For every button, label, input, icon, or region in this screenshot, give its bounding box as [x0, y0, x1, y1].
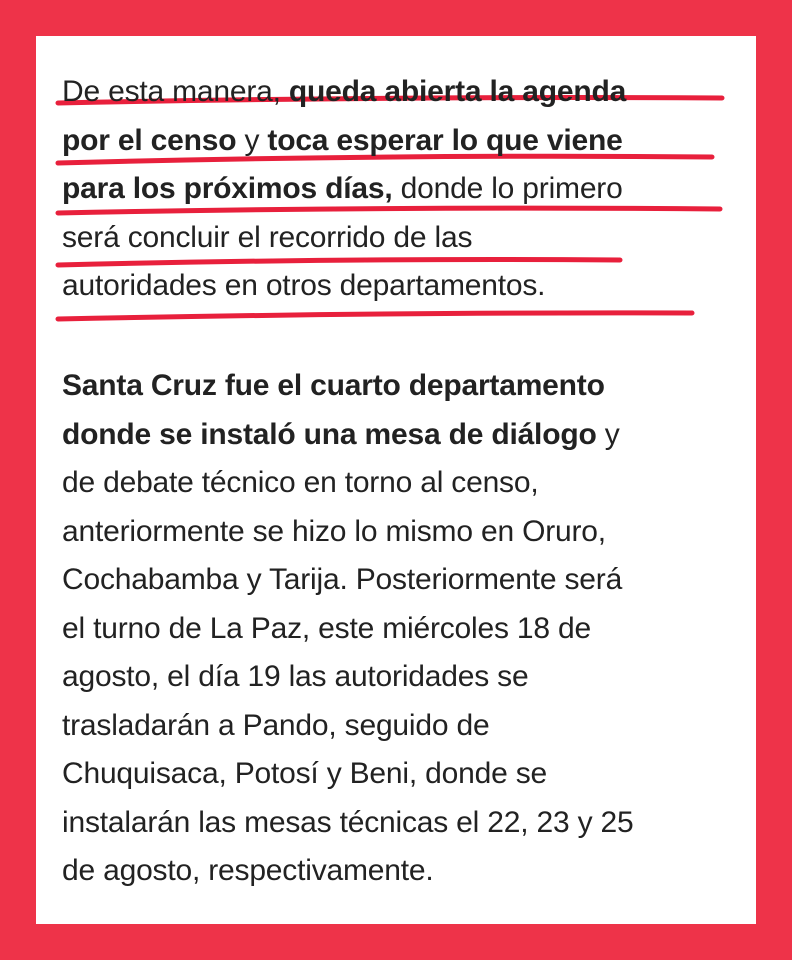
p1-line-5: autoridades en otros departamentos. [62, 269, 546, 302]
p2-line-7: agosto, el día 19 las autoridades se [62, 660, 529, 693]
p1-line-4: será concluir el recorrido de las [62, 220, 473, 254]
p2-line-9: Chuquisaca, Potosí y Beni, donde se [62, 757, 547, 790]
p2-line-3: de debate técnico en torno al censo, [62, 466, 539, 499]
p2-line-1: Santa Cruz fue el cuarto departamento [62, 369, 605, 402]
p2-line-2 [62, 411, 742, 460]
p1-l3-normal: donde lo primero [392, 172, 623, 205]
p2-line-11: de agosto, respectivamente. [62, 854, 434, 887]
p1-l2-bold-2: toca esperar lo que viene [267, 123, 623, 157]
p1-l1-normal: De esta manera, [62, 75, 289, 108]
p2-line-6: el turno de La Paz, este miércoles 18 de [62, 611, 591, 645]
p1-line-3 [62, 165, 742, 214]
p1-line-1 [62, 68, 742, 117]
paragraph-highlighted [62, 68, 742, 311]
p2-line-8: trasladarán a Pando, seguido de [62, 708, 490, 742]
p1-l1-bold: queda abierta la agenda [288, 75, 627, 108]
article-card [36, 36, 756, 924]
p1-line-2 [62, 117, 742, 166]
p2-l2-normal: y [596, 417, 620, 451]
paragraph-body [62, 362, 742, 896]
p1-l2-normal: y [236, 123, 268, 157]
p2-line-5: Cochabamba y Tarija. Posteriormente será [62, 563, 623, 596]
p1-l2-bold-1: por el censo [62, 123, 237, 157]
p2-line-4: anteriormente se hizo lo mismo en Oruro, [62, 514, 606, 548]
p1-l3-bold: para los próximos días, [62, 172, 393, 205]
p2-line-10: instalarán las mesas técnicas el 22, 23 y 25 [62, 805, 634, 839]
p2-l2-bold: donde se instaló una mesa de diálogo [62, 417, 597, 451]
underline-stroke-5 [58, 313, 692, 319]
